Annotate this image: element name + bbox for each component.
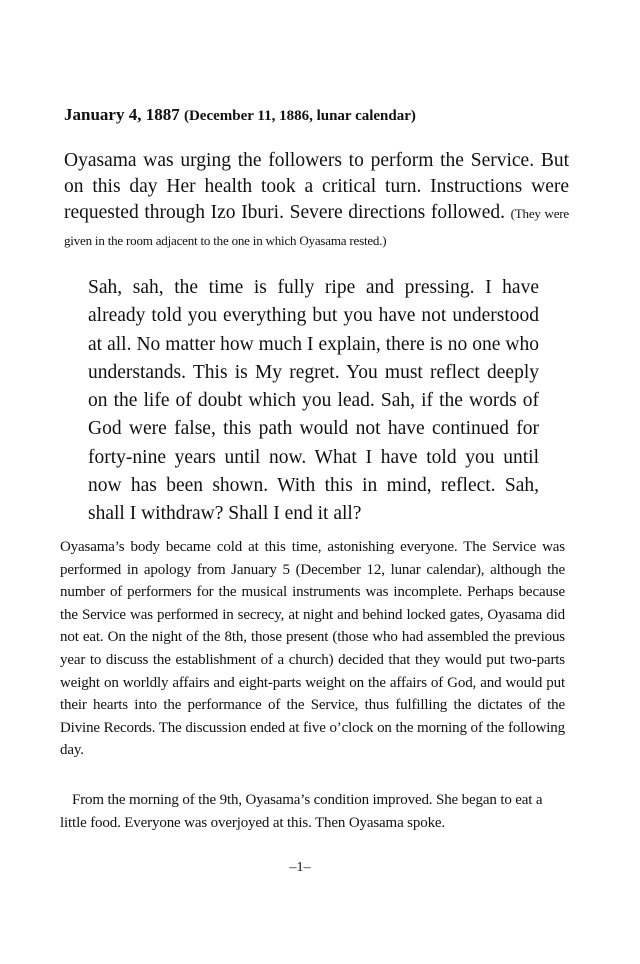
body-paragraph-1: Oyasama’s body became cold at this time, astonishing everyone. The Service was performed in apology from January 5 (December 12, lunar calendar), although the number of performers for the musical instruments was incomplete. Perhaps because the Service was performed in secrecy, at night and behind locked gates, Oyasama did not eat. On the night of the 8th, those present (those who had assembled the previous year to discuss the establishment of a church) decided that they would put two-parts weight on worldly affairs and eight-parts weight on the affairs of God, and would put their hearts into the performance of the Service, thus fulfilling the dictates of the Divine Records. The discussion ended at five o’clock on the morning of the following day.	[60, 539, 565, 759]
section-heading	[64, 104, 584, 127]
intro-text: Oyasama was urging the followers to perform the Service. But on this day Her health took a critical turn. Instructions were requested through Izo Iburi. Severe directions followed.	[64, 150, 569, 223]
intro-paragraph	[64, 148, 569, 254]
intro-note: (They were given in the room adjacent to the one in which Oyasama rested.)	[64, 206, 569, 248]
heading-lunar-date: (December 11, 1886, lunar calendar)	[183, 108, 416, 124]
divine-direction-quote: Sah, sah, the time is fully ripe and pressing. I have already told you everything but you have not understood at all. No matter how much I explain, there is no one who understands. This is My regret. You must reflect deeply on the life of doubt which you lead. Sah, if the words of God were false, this path would not have continued for forty-nine years until now. What I have told you until now has been shown. With this in mind, reflect. Sah, shall I withdraw? Shall I end it all?	[88, 277, 539, 525]
page-number: –1–	[289, 860, 311, 875]
body-paragraph-2: From the morning of the 9th, Oyasama’s condition improved. She began to eat a little food. Everyone was overjoyed at this. Then Oyasama spoke.	[60, 792, 543, 831]
heading-date: January 4, 1887	[64, 105, 180, 124]
